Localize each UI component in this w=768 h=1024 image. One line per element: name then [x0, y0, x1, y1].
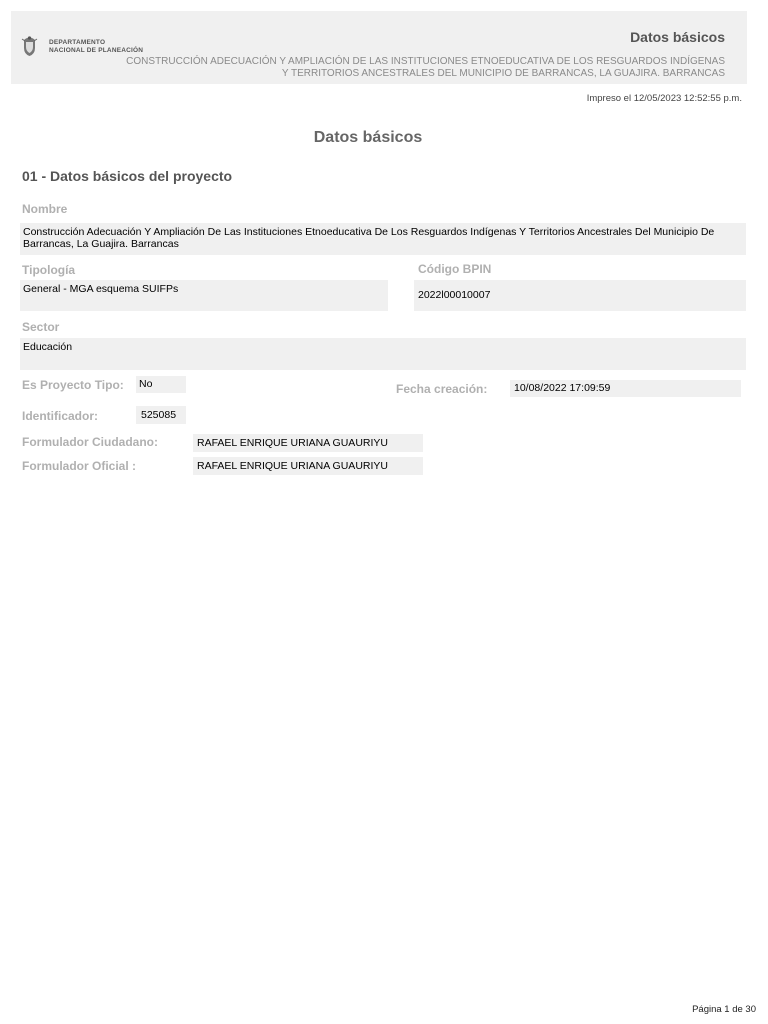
nombre-value: Construcción Adecuación Y Ampliación De Las Instituciones Etnoeducativa De Los Resguardos Indígenas Y Territorios Ancestrales Del Municipio De Barrancas, La Guajira. Barrancas [20, 223, 746, 255]
nombre-label: Nombre [22, 202, 68, 216]
sector-value: Educación [20, 338, 746, 370]
formulador-ciudadano-value: RAFAEL ENRIQUE URIANA GUAURIYU [193, 434, 423, 452]
identificador-label: Identificador: [22, 409, 99, 423]
dnp-logo [21, 35, 171, 57]
document-header [11, 11, 747, 84]
project-name-header: CONSTRUCCIÓN ADECUACIÓN Y AMPLIACIÓN DE LAS INSTITUCIONES ETNOEDUCATIVA DE LOS RESGUARDOS INDÍGENAS Y TERRITORIOS ANCESTRALES DEL MUNICIPIO DE BARRANCAS, LA GUAJIRA. BARRANCAS [126, 56, 725, 79]
org-name [49, 39, 143, 54]
header-title: Datos básicos [630, 29, 725, 45]
tipologia-value: General - MGA esquema SUIFPs [20, 280, 388, 311]
proyecto-tipo-label: Es Proyecto Tipo: [22, 378, 124, 392]
formulador-oficial-value: RAFAEL ENRIQUE URIANA GUAURIYU [193, 457, 423, 475]
bpin-label: Código BPIN [418, 262, 492, 276]
org-name-line2: NACIONAL DE PLANEACIÓN [49, 46, 144, 54]
print-timestamp: Impreso el 12/05/2023 12:52:55 p.m. [586, 93, 742, 104]
section-title: 01 - Datos básicos del proyecto [22, 168, 233, 184]
coat-of-arms-icon [21, 35, 38, 57]
fecha-creacion-label: Fecha creación: [396, 382, 488, 396]
page-number: Página 1 de 30 [692, 1004, 756, 1015]
fecha-creacion-value: 10/08/2022 17:09:59 [510, 380, 741, 397]
bpin-value: 2022l00010007 [414, 280, 746, 311]
identificador-value: 525085 [136, 406, 186, 424]
formulador-ciudadano-label: Formulador Ciudadano: [22, 435, 158, 449]
org-name-line1: DEPARTAMENTO [49, 39, 106, 46]
proyecto-tipo-value: No [136, 376, 186, 393]
formulador-oficial-label: Formulador Oficial : [22, 459, 137, 473]
tipologia-label: Tipología [22, 263, 76, 277]
sector-label: Sector [22, 320, 60, 334]
page-title: Datos básicos [313, 129, 423, 146]
